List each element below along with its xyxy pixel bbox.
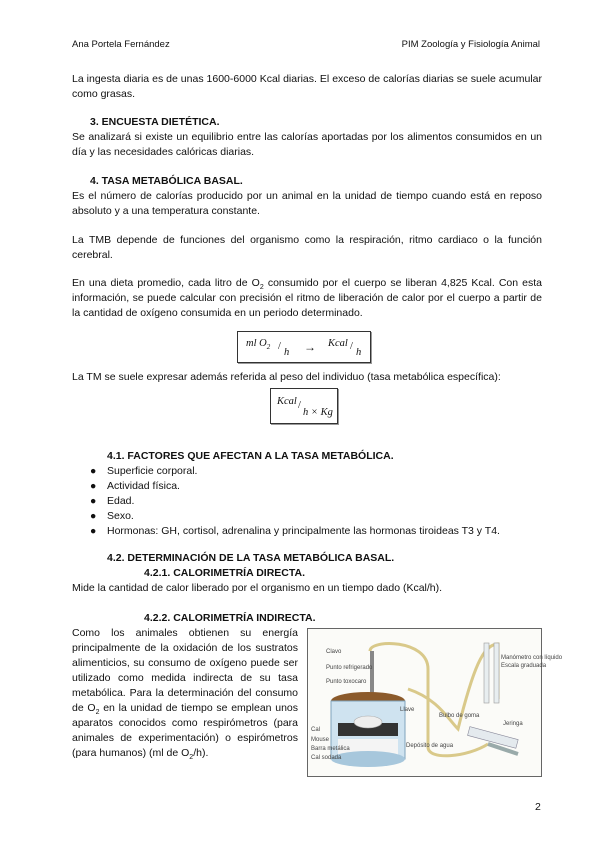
figure-label: Llave bbox=[400, 707, 415, 713]
figure-label: Escala graduada bbox=[501, 663, 547, 669]
section-4-2-1-heading: 4.2.1. CALORIMETRÍA DIRECTA. bbox=[144, 567, 306, 579]
section-4-2-1-text: Mide la cantidad de calor liberado por el organismo en un tiempo dado (Kcal/h). bbox=[72, 582, 443, 594]
figure-label: Punto toxocaro bbox=[326, 679, 367, 685]
section-4-2-2-text: Como los animales obtienen su energía principalmente de la oxidación de los sustratos alimenticios, su consumo de oxígeno puede ser utilizado como medida indirecta de su tasa metabólica. Para la determinación del consumo de $O_2$ en la unidad de tiempo se emplean unos aparatos conocidos como respirómetros (para animales de experimentación) o espirómetros (para humanos) (ml de $O_2/h$). bbox=[72, 627, 298, 762]
header-author: Ana Portela Fernández bbox=[72, 39, 170, 50]
section-4-p4: La TM se suele expresar además referida al peso del individuo (tasa metabólica específica): bbox=[72, 371, 501, 383]
section-4-2-2-heading: 4.2.2. CALORIMETRÍA INDIRECTA. bbox=[144, 612, 316, 624]
arrow-icon: → bbox=[304, 340, 316, 354]
figure-label: Cal bbox=[311, 727, 321, 733]
header-course: PIM Zoología y Fisiología Animal bbox=[401, 39, 540, 50]
formula-oxygen-to-kcal: ml $O_2$ / h → Kcal / h bbox=[237, 331, 371, 363]
respirometer-illustration bbox=[308, 629, 563, 776]
formula-specific-metabolic-rate: Kcal / h × Kg bbox=[270, 388, 338, 424]
section-4-p3: En una dieta promedio, cada litro de $O_2$ consumido por el cuerpo se liberan 4,825 Kcal. Con esta información, se puede calcular con precisión el ritmo de liberación de calor por el cuerpo a partir de la cantidad de oxígeno consumida en un periodo determinado. bbox=[72, 277, 542, 319]
figure-label: Manómetro con líquido bbox=[501, 655, 563, 661]
figure-label: Mouse bbox=[311, 737, 330, 743]
intro-paragraph: La ingesta diaria es de unas 1600-6000 Kcal diarias. El exceso de calorías diarias se suele acumular como grasas. bbox=[72, 73, 542, 100]
section-3-heading: 3. ENCUESTA DIETÉTICA. bbox=[90, 116, 220, 128]
section-4-1-heading: 4.1. FACTORES QUE AFECTAN A LA TASA METABÓLICA. bbox=[107, 450, 394, 462]
figure-label: Punto refrigerado bbox=[326, 665, 373, 671]
section-4-heading: 4. TASA METABÓLICA BASAL. bbox=[90, 175, 243, 187]
figure-label: Barra metálica bbox=[311, 746, 350, 752]
figure-label: Depósito de agua bbox=[406, 743, 454, 749]
figure-label: Bulbo de goma bbox=[439, 713, 480, 719]
section-4-p2: La TMB depende de funciones del organismo como la respiración, ritmo cardiaco o la función cerebral. bbox=[72, 234, 542, 261]
respirometer-figure bbox=[307, 628, 563, 777]
figure-label: Jeringa bbox=[503, 721, 523, 727]
figure-label: Clavo bbox=[326, 649, 342, 655]
section-4-2-heading: 4.2. DETERMINACIÓN DE LA TASA METABÓLICA BASAL. bbox=[107, 552, 395, 564]
section-4-p1: Es el número de calorías producido por un animal en la unidad de tiempo cuando está en reposo absoluto y a una temperatura constante. bbox=[72, 190, 542, 217]
page-number: 2 bbox=[535, 801, 541, 813]
section-3-text: Se analizará si existe un equilibrio entre las calorías aportadas por los alimentos consumidos en un día y las necesidades calóricas diarias. bbox=[72, 131, 542, 158]
figure-label: Cal sodada bbox=[311, 755, 342, 761]
